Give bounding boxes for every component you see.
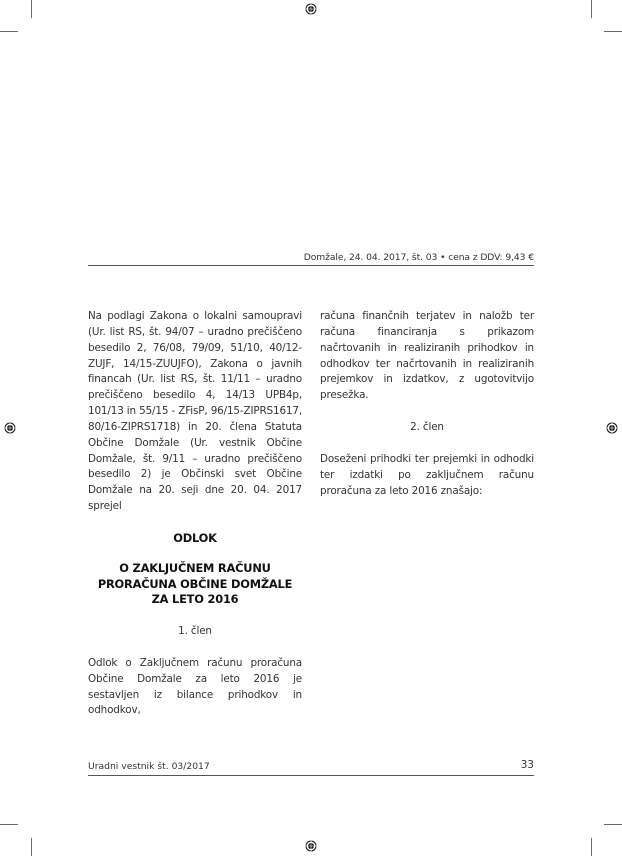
crop-mark: [0, 824, 18, 825]
left-column: [88, 309, 302, 719]
running-header: Domžale, 24. 04. 2017, št. 03 • cena z DDV: 9,43 €: [303, 252, 534, 263]
crop-mark: [591, 838, 592, 856]
article-paragraph: Doseženi prihodki ter prejemki in odhodki ter izdatki po zaključnem računu proračuna za leto 2016 znašajo:: [320, 452, 534, 497]
registration-mark-icon: [606, 422, 618, 434]
article-paragraph: Odlok o Zaključnem računu proračuna Občine Domžale za leto 2016 je sestavljen iz bilance prihodkov in odhodkov,: [88, 656, 302, 717]
header-divider: [88, 265, 534, 266]
crop-mark: [591, 0, 592, 18]
registration-mark-icon: [305, 3, 317, 15]
article-heading: 2. člen: [410, 421, 444, 434]
crop-mark: [31, 838, 32, 856]
crop-mark: [604, 31, 622, 32]
crop-mark: [604, 824, 622, 825]
document-subtitle-line: O ZAKLJUČNEM RAČUNU: [119, 561, 271, 576]
article-heading: 1. člen: [178, 624, 212, 637]
publication-footer: Uradni vestnik št. 03/2017: [88, 761, 210, 772]
document-subtitle-line: ZA LETO 2016: [151, 592, 239, 607]
page-number: 33: [520, 759, 534, 771]
crop-mark: [0, 31, 18, 32]
right-column: [320, 309, 534, 499]
footer-divider: [88, 775, 534, 776]
article-paragraph: računa finančnih terjatev in naložb ter računa financiranja s prikazom načrtovanih in realiziranih prihodkov in odhodkov ter načrtovanih in realiziranih prejemkov in izdatkov, z ugotovitvijo presežka.: [320, 310, 534, 402]
crop-mark: [31, 0, 32, 18]
document-title: ODLOK: [173, 530, 217, 545]
registration-mark-icon: [305, 840, 317, 852]
preamble-paragraph: Na podlagi Zakona o lokalni samoupravi (Ur. list RS, št. 94/07 – uradno prečiščeno besedilo 2, 76/08, 79/09, 51/10, 40/12-ZUJF, 14/15-ZUUJFO), Zakona o javnih financah (Ur. list RS, št. 11/11 – uradno prečiščeno besedilo 4, 14/13 UPB4p, 101/13 in 55/15 - ZFisP, 96/15-ZIPRS1617, 80/16-ZIPRS1718) in 20. člena Statuta Občine Domžale (Ur. vestnik Občine Domžale, št. 9/11 – uradno prečiščeno besedilo 2) je Občinski svet Občine Domžale na 20. seji dne 20. 04. 2017 sprejel: [88, 310, 302, 513]
document-subtitle-line: PRORAČUNA OBČINE DOMŽALE: [97, 576, 293, 591]
registration-mark-icon: [4, 422, 16, 434]
